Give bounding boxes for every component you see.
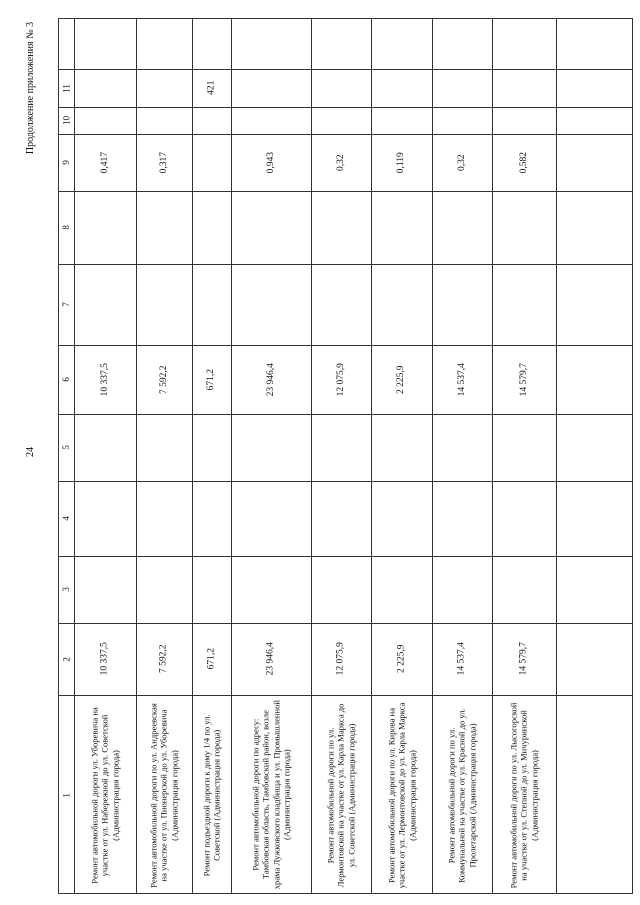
column-number bbox=[59, 345, 74, 414]
column-number bbox=[59, 69, 74, 107]
row-value-text: 2 225,9 bbox=[395, 365, 406, 394]
row-name bbox=[492, 695, 556, 895]
row-value-text: 0,417 bbox=[99, 151, 110, 174]
row-value-text: 7 592,2 bbox=[158, 365, 169, 394]
row-name-text: Ремонт автомобильной дороги по ул. Лермонтовской на участке от ул. Карла Маркса до ул. Советской (Администрация города) bbox=[325, 703, 357, 887]
column-number bbox=[59, 134, 74, 191]
column-number-text: 2 bbox=[61, 656, 72, 662]
column-number bbox=[59, 264, 74, 345]
grid-line bbox=[59, 414, 632, 415]
page-number: 24 bbox=[25, 447, 36, 457]
row-value-text: 14 579,7 bbox=[518, 362, 529, 397]
row-value-text: 0,32 bbox=[456, 154, 467, 171]
row-value-text: 23 946,4 bbox=[265, 642, 276, 676]
column-number-text: 11 bbox=[61, 83, 72, 93]
row-value-text: 671,2 bbox=[205, 648, 216, 670]
row-name-text: Ремонт автомобильной дороги по ул. Андреевская на участке от ул. Пионерской до ул. Уборевича (Администрация города) bbox=[148, 702, 180, 888]
row-value bbox=[371, 134, 432, 191]
row-value bbox=[432, 134, 492, 191]
grid-line bbox=[59, 69, 632, 70]
row-name-text: Ремонт автомобильной дороги ул. Уборевича на участке от ул. Набережной до ул. Советской (Администрация города) bbox=[89, 706, 121, 884]
column-number-text: 1 bbox=[61, 792, 72, 798]
grid-line bbox=[556, 19, 557, 893]
column-number-text: 8 bbox=[61, 225, 72, 230]
row-name bbox=[311, 695, 371, 895]
row-value bbox=[311, 345, 371, 414]
row-value-text: 0,32 bbox=[335, 154, 346, 171]
row-value bbox=[492, 623, 556, 695]
row-value-text: 2 225,9 bbox=[395, 644, 406, 674]
row-value-text: 14 579,7 bbox=[518, 642, 529, 676]
column-number bbox=[59, 695, 74, 895]
row-value bbox=[371, 345, 432, 414]
row-value-text: 14 537,4 bbox=[456, 362, 467, 397]
column-number-text: 3 bbox=[61, 587, 72, 592]
row-name-text: Ремонт автомобильной дороги по ул. Лысогорской на участке от ул. Степной до ул. Мичуринской (Администрация города) bbox=[508, 702, 540, 888]
column-number bbox=[59, 107, 74, 134]
row-name bbox=[231, 695, 311, 895]
grid-line bbox=[59, 556, 632, 557]
row-value bbox=[432, 623, 492, 695]
row-value bbox=[136, 345, 192, 414]
appendix-label: Продолжение приложения № 3 bbox=[25, 21, 36, 155]
row-value bbox=[231, 345, 311, 414]
row-value bbox=[74, 345, 136, 414]
row-value bbox=[311, 134, 371, 191]
row-name-text: Ремонт подъездной дороги к дому 1/4 по ул. Советской (Администрация города) bbox=[201, 713, 222, 877]
column-number bbox=[59, 623, 74, 695]
row-name bbox=[136, 695, 192, 895]
row-value bbox=[74, 623, 136, 695]
row-value-text: 12 075,9 bbox=[335, 362, 346, 397]
grid-line bbox=[59, 191, 632, 192]
row-value bbox=[192, 69, 231, 107]
column-number-text: 6 bbox=[61, 377, 72, 382]
row-name bbox=[432, 695, 492, 895]
row-value bbox=[231, 134, 311, 191]
row-value-text: 0,582 bbox=[518, 151, 529, 174]
row-value-text: 671,2 bbox=[205, 368, 216, 391]
row-name bbox=[74, 695, 136, 895]
row-value-text: 0,119 bbox=[395, 151, 406, 174]
row-value bbox=[311, 623, 371, 695]
column-number-text: 5 bbox=[61, 445, 72, 450]
row-value-text: 10 337,5 bbox=[99, 642, 110, 676]
row-value-text: 14 537,4 bbox=[456, 642, 467, 676]
row-value bbox=[136, 134, 192, 191]
row-value-text: 421 bbox=[205, 80, 216, 96]
row-value bbox=[74, 134, 136, 191]
row-name bbox=[371, 695, 432, 895]
road-repair-table bbox=[58, 18, 633, 894]
row-value bbox=[492, 345, 556, 414]
column-number bbox=[59, 191, 74, 264]
column-number bbox=[59, 414, 74, 481]
row-value bbox=[371, 623, 432, 695]
column-number-text: 10 bbox=[61, 115, 72, 125]
column-number bbox=[59, 481, 74, 556]
row-name-text: Ремонт автомобильной дороги по ул. Кирова на участке от ул. Лермонтовской до ул. Карла Маркса (Администрация города) bbox=[386, 702, 417, 888]
row-name bbox=[192, 695, 231, 895]
grid-line bbox=[59, 107, 632, 108]
column-number-text: 7 bbox=[61, 302, 72, 307]
grid-line bbox=[59, 264, 632, 265]
row-value bbox=[432, 345, 492, 414]
column-number bbox=[59, 556, 74, 623]
column-number-text: 9 bbox=[61, 160, 72, 165]
row-name-text: Ремонт автомобильной дороги по ул. Коммунальной на участке от ул. Красной до ул. Пролетарской (Администрация города) bbox=[446, 707, 478, 883]
row-value bbox=[192, 623, 231, 695]
row-value bbox=[136, 623, 192, 695]
row-value bbox=[192, 345, 231, 414]
row-value-text: 12 075,9 bbox=[335, 642, 346, 676]
row-value-text: 0,943 bbox=[265, 151, 276, 174]
row-value-text: 0,317 bbox=[158, 151, 169, 174]
row-name-text: Ремонт автомобильной дороги по адресу: Тамбовская область, Тамбовский район, возле храма Лужковского кладбища и ул. Промышленной (Администрация города) bbox=[250, 700, 292, 890]
row-value bbox=[492, 134, 556, 191]
row-value-text: 10 337,5 bbox=[99, 362, 110, 397]
row-value-text: 23 946,4 bbox=[265, 362, 276, 397]
row-value bbox=[231, 623, 311, 695]
column-number-text: 4 bbox=[61, 516, 72, 521]
grid-line bbox=[59, 481, 632, 482]
row-value-text: 7 592,2 bbox=[158, 644, 169, 674]
